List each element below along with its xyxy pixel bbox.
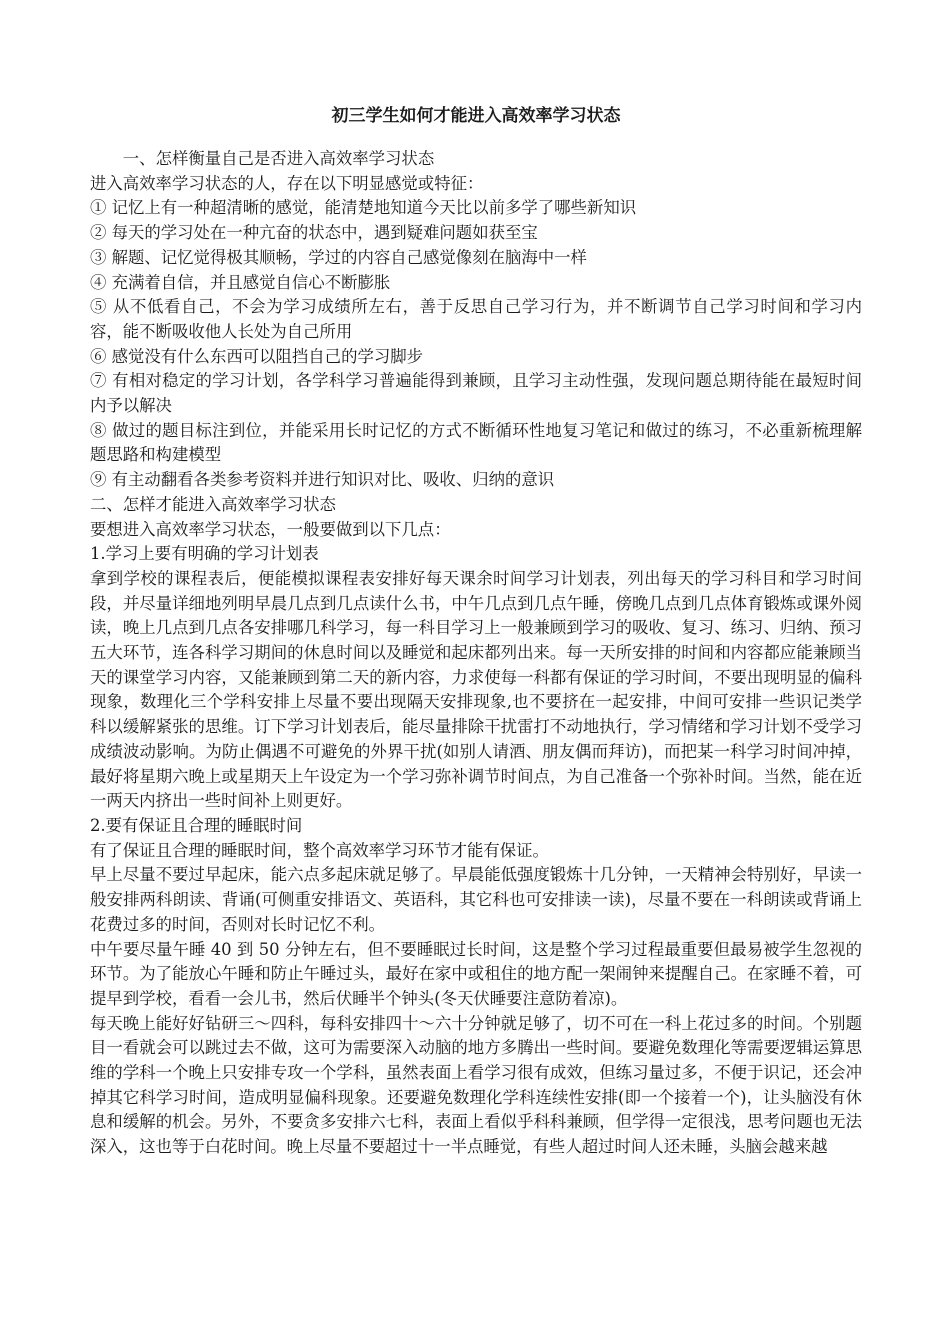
paragraph: 2.要有保证且合理的睡眠时间	[90, 815, 303, 835]
paragraph: ① 记忆上有一种超清晰的感觉，能清楚地知道今天比以前多学了哪些新知识	[90, 198, 637, 218]
paragraph: 中午要尽量午睡 40 到 50 分钟左右，但不要睡眠过长时间，这是整个学习过程最重要但最易被学生忽视的环节。为了能放心午睡和防止午睡过头，最好在家中或租住的地方配一架闹钟来提醒自己。在家睡不着，可提早到学校，看看一会儿书，然后伏睡半个钟头(冬天伏睡要注意防着凉)。	[90, 939, 862, 1008]
paragraph: ⑨ 有主动翻看各类参考资料并进行知识对比、吸收、归纳的意识	[90, 470, 555, 490]
paragraph: ⑥ 感觉没有什么东西可以阻挡自己的学习脚步	[90, 346, 424, 366]
paragraph: 一、怎样衡量自己是否进入高效率学习状态	[122, 149, 435, 168]
paragraph: 进入高效率学习状态的人，存在以下明显感觉或特征：	[90, 173, 484, 193]
paragraph: 二、怎样才能进入高效率学习状态	[90, 494, 336, 514]
paragraph: 早上尽量不要过早起床，能六点多起床就足够了。早晨能低强度锻炼十几分钟，一天精神会特别好，早读一般安排两科朗读、背诵(可侧重安排语文、英语科，其它科也可安排读一读)，尽量不要在一科朗读或背诵上花费过多的时间，否则对长时记忆不利。	[90, 865, 862, 934]
paragraph: ⑧ 做过的题目标注到位，并能采用长时记忆的方式不断循环性地复习笔记和做过的练习，不必重新梳理解题思路和构建模型	[90, 420, 862, 465]
paragraph: 1.学习上要有明确的学习计划表	[90, 544, 319, 564]
paragraph: ⑦ 有相对稳定的学习计划，各学科学习普遍能得到兼顾，且学习主动性强，发现问题总期待能在最短时间内予以解决	[90, 371, 862, 416]
paragraph: ③ 解题、记忆觉得极其顺畅，学过的内容自己感觉像刻在脑海中一样	[90, 247, 587, 267]
paragraph: 拿到学校的课程表后，便能模拟课程表安排好每天课余时间学习计划表，列出每天的学习科目和学习时间段，并尽量详细地列明早晨几点到几点读什么书，中午几点到几点午睡，傍晚几点到几点体育锻炼或课外阅读，晚上几点到几点各安排哪几科学习，每一科目学习上一般兼顾到学习的吸收、复习、练习、归纳、预习五大环节，连各科学习期间的休息时间以及睡觉和起床都列出来。每一天所安排的时间和内容都应能兼顾当天的课堂学习内容，又能兼顾到第二天的新内容，力求使每一科都有保证的学习时间，不要出现明显的偏科现象，数理化三个学科安排上尽量不要出现隔天安排现象,也不要挤在一起安排，中间可安排一些识记类学科以缓解紧张的思维。订下学习计划表后，能尽量排除干扰雷打不动地执行，学习情绪和学习计划不受学习成绩波动影响。为防止偶遇不可避免的外界干扰(如别人请酒、朋友偶而拜访)，而把某一科学习时间冲掉，最好将星期六晚上或星期天上午设定为一个学习弥补调节时间点，为自己准备一个弥补时间。当然，能在近一两天内挤出一些时间补上则更好。	[90, 568, 862, 811]
paragraph: ② 每天的学习处在一种亢奋的状态中，遇到疑难问题如获至宝	[90, 223, 538, 243]
document-title: 初三学生如何才能进入高效率学习状态	[331, 106, 621, 126]
document-body	[90, 147, 862, 1160]
paragraph: 要想进入高效率学习状态，一般要做到以下几点：	[90, 519, 451, 539]
paragraph: 有了保证且合理的睡眠时间，整个高效率学习环节才能有保证。	[90, 840, 549, 860]
paragraph: ⑤ 从不低看自己，不会为学习成绩所左右，善于反思自己学习行为，并不断调节自己学习时间和学习内容，能不断吸收他人长处为自己所用	[90, 297, 862, 341]
paragraph: ④ 充满着自信，并且感觉自信心不断膨胀	[90, 272, 391, 292]
paragraph: 每天晚上能好好钻研三～四科，每科安排四十～六十分钟就足够了，切不可在一科上花过多的时间。个别题目一看就会可以跳过去不做，这可为需要深入动脑的地方多腾出一些时间。要避免数理化等需要逻辑运算思维的学科一个晚上只安排专攻一个学科，虽然表面上看学习很有成效，但练习量过多，不便于识记，还会冲掉其它科学习时间，造成明显偏科现象。还要避免数理化学科连续性安排(即一个接着一个)，让头脑没有休息和缓解的机会。另外，不要贪多安排六七科，表面上看似乎科科兼顾，但学得一定很浅，思考问题也无法深入，这也等于白花时间。晚上尽量不要超过十一半点睡觉，有些人超过时间人还未睡，头脑会越来越	[90, 1013, 862, 1157]
